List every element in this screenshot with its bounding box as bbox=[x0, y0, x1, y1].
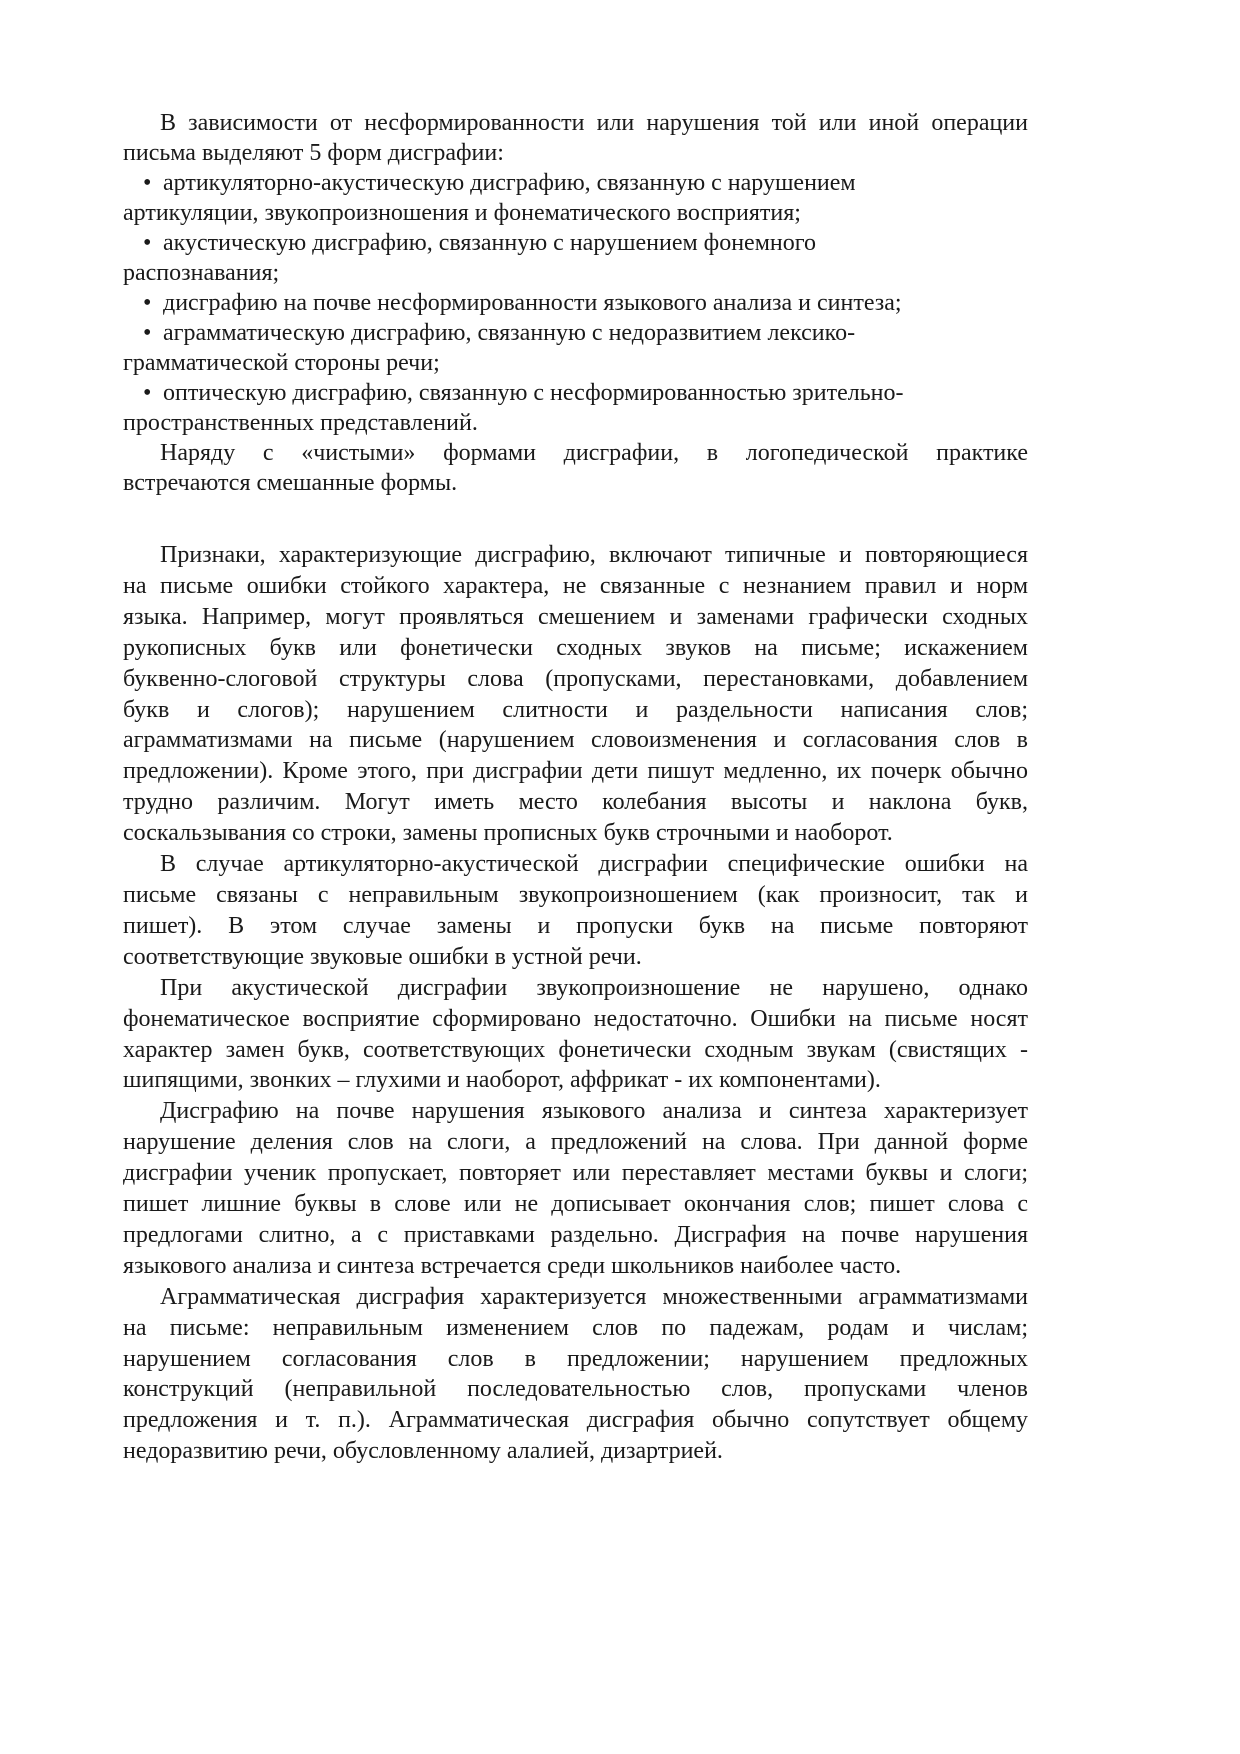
text-line bbox=[123, 468, 1028, 498]
line-text: Дисграфию на почве нарушения языкового анализа и синтеза характеризует bbox=[160, 1098, 1028, 1125]
line-text: артикуляторно-акустическую дисграфию, связанную с нарушением bbox=[163, 170, 856, 196]
text-line bbox=[123, 1035, 1028, 1066]
line-text: характер замен букв, соответствующих фонетически сходным звукам (свистящих - bbox=[123, 1036, 1028, 1063]
text-line bbox=[123, 438, 1028, 468]
text-line bbox=[123, 1004, 1028, 1035]
text-line bbox=[123, 1251, 1028, 1282]
line-text: аграмматизмами на письме (нарушением словоизменения и согласования слов в bbox=[123, 727, 1028, 754]
text-line bbox=[123, 1096, 1028, 1127]
text-line bbox=[123, 880, 1028, 911]
text-line bbox=[123, 1313, 1028, 1344]
paragraph bbox=[123, 1282, 1028, 1467]
line-text: Аграмматическая дисграфия характеризуется множественными аграмматизмами bbox=[160, 1283, 1028, 1310]
line-text: распознавания; bbox=[123, 260, 280, 286]
text-line bbox=[123, 756, 1028, 787]
bullet-icon: • bbox=[143, 170, 152, 196]
text-line bbox=[123, 1127, 1028, 1158]
text-line bbox=[123, 973, 1028, 1004]
line-text: фонематическое восприятие сформировано недостаточно. Ошибки на письме носят bbox=[123, 1005, 1028, 1032]
line-text: буквенно-слоговой структуры слова (пропусками, перестановками, добавлением bbox=[123, 665, 1028, 692]
line-text: дисграфию на почве несформированности языкового анализа и синтеза; bbox=[163, 290, 902, 316]
bullet-icon: • bbox=[143, 290, 152, 316]
text-line bbox=[123, 1282, 1028, 1313]
line-text: грамматической стороны речи; bbox=[123, 350, 440, 376]
section-signs-of-dysgraphia bbox=[123, 540, 1028, 1467]
line-text: языка. Например, могут проявляться смешением и заменами графически сходных bbox=[123, 603, 1028, 630]
line-text: встречаются смешанные формы. bbox=[123, 470, 458, 496]
paragraph bbox=[123, 540, 1028, 849]
line-text: предложения и т. п.). Аграмматическая дисграфия обычно сопутствует общему bbox=[123, 1407, 1028, 1434]
line-text: письма выделяют 5 форм дисграфии: bbox=[123, 140, 504, 166]
line-text: дисграфии ученик пропускает, повторяет или переставляет местами буквы и слоги; bbox=[123, 1160, 1028, 1187]
text-line bbox=[123, 348, 1028, 378]
text-line bbox=[123, 571, 1028, 602]
text-line bbox=[123, 1436, 1028, 1467]
line-text: шипящими, звонких – глухими и наоборот, аффрикат - их компонентами). bbox=[123, 1067, 881, 1094]
line-text: нарушением согласования слов в предложении; нарушением предложных bbox=[123, 1345, 1028, 1372]
text-line bbox=[123, 942, 1028, 973]
line-text: соответствующие звуковые ошибки в устной речи. bbox=[123, 943, 642, 970]
text-line bbox=[123, 1189, 1028, 1220]
paragraph bbox=[123, 973, 1028, 1097]
line-text: письме связаны с неправильным звукопроизношением (как произносит, так и bbox=[123, 881, 1028, 908]
text-line bbox=[123, 1344, 1028, 1375]
text-line bbox=[123, 540, 1028, 571]
text-line bbox=[123, 168, 1028, 198]
paragraph bbox=[123, 438, 1028, 498]
line-text: оптическую дисграфию, связанную с несформированностью зрительно- bbox=[163, 380, 904, 406]
text-line bbox=[123, 602, 1028, 633]
text-line bbox=[123, 1220, 1028, 1251]
line-text: В зависимости от несформированности или нарушения той или иной операции bbox=[160, 110, 1028, 136]
line-text: недоразвитию речи, обусловленному алалией, дизартрией. bbox=[123, 1438, 723, 1465]
line-text: Признаки, характеризующие дисграфию, включают типичные и повторяющиеся bbox=[160, 542, 1028, 568]
line-text: на письме ошибки стойкого характера, не связанные с незнанием правил и норм bbox=[123, 572, 1028, 599]
line-text: трудно различим. Могут иметь место колебания высоты и наклона букв, bbox=[123, 789, 1028, 816]
line-text: на письме: неправильным изменением слов по падежам, родам и числам; bbox=[123, 1314, 1028, 1341]
text-line bbox=[123, 695, 1028, 726]
line-text: предлогами слитно, а с приставками раздельно. Дисграфия на почве нарушения bbox=[123, 1221, 1028, 1248]
bullet-icon: • bbox=[143, 380, 152, 406]
text-line bbox=[123, 288, 1028, 318]
bullet-list-item bbox=[123, 288, 1028, 318]
bullet-icon: • bbox=[143, 230, 152, 256]
bullet-list-item bbox=[123, 318, 1028, 378]
line-text: пишет лишние буквы в слове или не дописывает окончания слов; пишет слова с bbox=[123, 1191, 1028, 1218]
text-line bbox=[123, 633, 1028, 664]
line-text: артикуляции, звукопроизношения и фонематического восприятия; bbox=[123, 200, 801, 226]
text-line bbox=[123, 849, 1028, 880]
line-text: пишет). В этом случае замены и пропуски букв на письме повторяют bbox=[123, 912, 1028, 939]
paragraph bbox=[123, 1096, 1028, 1281]
text-line bbox=[123, 1158, 1028, 1189]
bullet-list-item bbox=[123, 378, 1028, 438]
section-forms-of-dysgraphia bbox=[123, 108, 1028, 498]
line-text: предложении). Кроме этого, при дисграфии дети пишут медленно, их почерк обычно bbox=[123, 758, 1028, 785]
line-text: языкового анализа и синтеза встречается среди школьников наиболее часто. bbox=[123, 1252, 902, 1279]
text-line bbox=[123, 318, 1028, 348]
text-line bbox=[123, 198, 1028, 228]
paragraph bbox=[123, 108, 1028, 168]
bullet-list-item bbox=[123, 168, 1028, 228]
line-text: акустическую дисграфию, связанную с нарушением фонемного bbox=[163, 230, 816, 256]
text-line bbox=[123, 1065, 1028, 1096]
paragraph bbox=[123, 849, 1028, 973]
line-text: При акустической дисграфии звукопроизношение не нарушено, однако bbox=[160, 974, 1028, 1001]
text-line bbox=[123, 818, 1028, 849]
text-line bbox=[123, 228, 1028, 258]
text-line bbox=[123, 664, 1028, 695]
text-line bbox=[123, 108, 1028, 138]
line-text: конструкций (неправильной последовательностью слов, пропусками членов bbox=[123, 1376, 1028, 1403]
text-line bbox=[123, 725, 1028, 756]
line-text: нарушение деления слов на слоги, а предложений на слова. При данной форме bbox=[123, 1129, 1028, 1156]
text-line bbox=[123, 787, 1028, 818]
text-line bbox=[123, 378, 1028, 408]
line-text: букв и слогов); нарушением слитности и раздельности написания слов; bbox=[123, 696, 1028, 723]
text-line bbox=[123, 1405, 1028, 1436]
text-line bbox=[123, 138, 1028, 168]
text-line bbox=[123, 258, 1028, 288]
line-text: В случае артикуляторно-акустической дисграфии специфические ошибки на bbox=[160, 851, 1028, 878]
line-text: пространственных представлений. bbox=[123, 410, 478, 436]
line-text: рукописных букв или фонетически сходных звуков на письме; искажением bbox=[123, 634, 1028, 661]
text-line bbox=[123, 408, 1028, 438]
bullet-list-item bbox=[123, 228, 1028, 288]
line-text: аграмматическую дисграфию, связанную с недоразвитием лексико- bbox=[163, 320, 856, 346]
line-text: соскальзывания со строки, замены прописных букв строчными и наоборот. bbox=[123, 820, 893, 847]
bullet-icon: • bbox=[143, 320, 152, 346]
text-line bbox=[123, 911, 1028, 942]
line-text: Наряду с «чистыми» формами дисграфии, в логопедической практике bbox=[160, 440, 1028, 466]
text-line bbox=[123, 1374, 1028, 1405]
